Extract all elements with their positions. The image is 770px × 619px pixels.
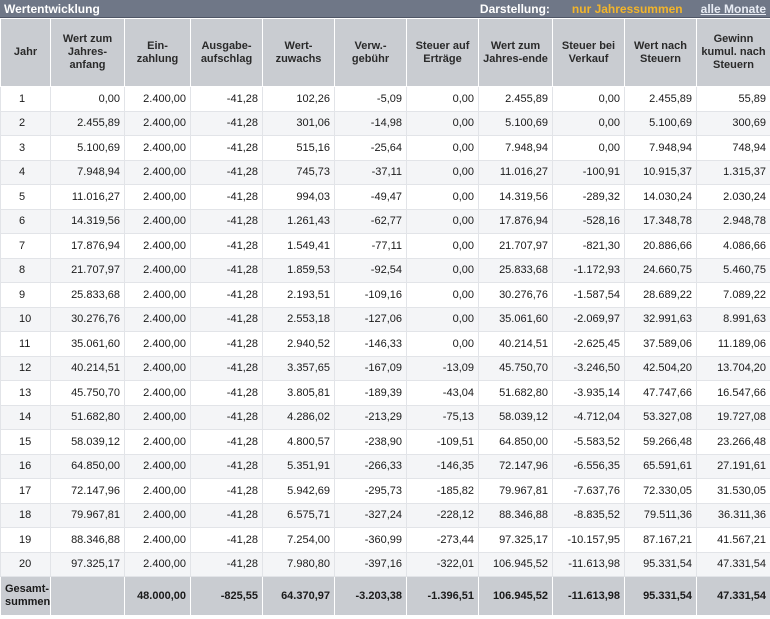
year-cell: 20: [1, 552, 51, 577]
value-cell: 87.167,21: [625, 528, 697, 553]
value-cell: -10.157,95: [553, 528, 625, 553]
value-cell: 5.942,69: [263, 479, 335, 504]
value-cell: 4.086,66: [697, 234, 770, 259]
value-cell: 7.254,00: [263, 528, 335, 553]
value-cell: 0,00: [407, 160, 479, 185]
value-cell: -41,28: [191, 503, 263, 528]
table-row: [1, 430, 770, 455]
value-cell: -127,06: [335, 307, 407, 332]
value-cell: 2.400,00: [125, 479, 191, 504]
value-cell: 2.455,89: [625, 87, 697, 112]
value-cell: 79.967,81: [51, 503, 125, 528]
column-header: Wert zum Jahres-ende: [479, 19, 553, 87]
value-cell: -228,12: [407, 503, 479, 528]
value-cell: 2.193,51: [263, 283, 335, 308]
value-cell: -41,28: [191, 258, 263, 283]
totals-row: [1, 577, 770, 616]
value-cell: 994,03: [263, 185, 335, 210]
year-cell: 10: [1, 307, 51, 332]
value-cell: -109,16: [335, 283, 407, 308]
value-cell: 11.016,27: [479, 160, 553, 185]
column-header: Wert-zuwachs: [263, 19, 335, 87]
column-header: Gewinn kumul. nach Steuern: [697, 19, 770, 87]
value-cell: -146,35: [407, 454, 479, 479]
value-cell: -77,11: [335, 234, 407, 259]
value-cell: 72.147,96: [51, 479, 125, 504]
value-cell: -92,54: [335, 258, 407, 283]
value-cell: 14.319,56: [51, 209, 125, 234]
total-value-cell: 64.370,97: [263, 577, 335, 616]
value-cell: -41,28: [191, 307, 263, 332]
table-row: [1, 381, 770, 406]
value-cell: -397,16: [335, 552, 407, 577]
table-row: [1, 258, 770, 283]
value-cell: 8.991,63: [697, 307, 770, 332]
value-cell: 0,00: [407, 234, 479, 259]
value-cell: 11.189,06: [697, 332, 770, 357]
value-cell: 2.400,00: [125, 258, 191, 283]
value-cell: 58.039,12: [479, 405, 553, 430]
value-cell: -8.835,52: [553, 503, 625, 528]
value-cell: -289,32: [553, 185, 625, 210]
value-cell: 95.331,54: [625, 552, 697, 577]
value-cell: -3.935,14: [553, 381, 625, 406]
value-cell: 20.886,66: [625, 234, 697, 259]
value-cell: 35.061,60: [51, 332, 125, 357]
value-cell: -213,29: [335, 405, 407, 430]
option-yearly-sums[interactable]: nur Jahressummen: [571, 1, 683, 16]
value-cell: 14.030,24: [625, 185, 697, 210]
value-cell: 2.400,00: [125, 234, 191, 259]
value-cell: 40.214,51: [51, 356, 125, 381]
value-cell: -41,28: [191, 381, 263, 406]
value-cell: 88.346,88: [51, 528, 125, 553]
column-header: Wert nach Steuern: [625, 19, 697, 87]
table-row: [1, 552, 770, 577]
value-cell: 2.455,89: [479, 87, 553, 112]
value-cell: 27.191,61: [697, 454, 770, 479]
value-cell: 79.511,36: [625, 503, 697, 528]
value-cell: -189,39: [335, 381, 407, 406]
table-row: [1, 479, 770, 504]
value-cell: 47.747,66: [625, 381, 697, 406]
value-cell: 0,00: [407, 283, 479, 308]
value-cell: 16.547,66: [697, 381, 770, 406]
value-cell: 300,69: [697, 111, 770, 136]
value-cell: 40.214,51: [479, 332, 553, 357]
value-cell: 7.980,80: [263, 552, 335, 577]
value-cell: 102,26: [263, 87, 335, 112]
value-cell: 0,00: [407, 307, 479, 332]
value-cell: 2.455,89: [51, 111, 125, 136]
value-cell: -167,09: [335, 356, 407, 381]
title-bar: [0, 0, 770, 18]
value-cell: 5.460,75: [697, 258, 770, 283]
table-row: [1, 185, 770, 210]
value-cell: 2.400,00: [125, 332, 191, 357]
total-value-cell: 95.331,54: [625, 577, 697, 616]
value-cell: -13,09: [407, 356, 479, 381]
option-all-months-link[interactable]: alle Monate: [700, 1, 766, 16]
value-cell: -1.587,54: [553, 283, 625, 308]
value-cell: 2.400,00: [125, 209, 191, 234]
value-cell: -7.637,76: [553, 479, 625, 504]
year-cell: 18: [1, 503, 51, 528]
value-cell: 13.704,20: [697, 356, 770, 381]
value-cell: 10.915,37: [625, 160, 697, 185]
total-value-cell: -11.613,98: [553, 577, 625, 616]
column-header: Verw.-gebühr: [335, 19, 407, 87]
table-row: [1, 405, 770, 430]
value-cell: 64.850,00: [51, 454, 125, 479]
table-row: [1, 111, 770, 136]
value-cell: 301,06: [263, 111, 335, 136]
value-cell: 2.400,00: [125, 430, 191, 455]
value-cell: 7.089,22: [697, 283, 770, 308]
year-cell: 19: [1, 528, 51, 553]
value-cell: 97.325,17: [479, 528, 553, 553]
value-cell: 64.850,00: [479, 430, 553, 455]
value-cell: 2.400,00: [125, 111, 191, 136]
value-cell: 25.833,68: [51, 283, 125, 308]
value-cell: 5.100,69: [479, 111, 553, 136]
value-cell: 2.948,78: [697, 209, 770, 234]
value-cell: -2.625,45: [553, 332, 625, 357]
value-cell: -100,91: [553, 160, 625, 185]
value-cell: 2.400,00: [125, 87, 191, 112]
value-cell: 17.876,94: [51, 234, 125, 259]
value-cell: 36.311,36: [697, 503, 770, 528]
value-cell: 47.331,54: [697, 552, 770, 577]
value-cell: 24.660,75: [625, 258, 697, 283]
table-row: [1, 307, 770, 332]
value-cell: 14.319,56: [479, 185, 553, 210]
value-cell: 45.750,70: [479, 356, 553, 381]
value-cell: 19.727,08: [697, 405, 770, 430]
value-cell: -41,28: [191, 479, 263, 504]
value-cell: -41,28: [191, 209, 263, 234]
year-cell: 17: [1, 479, 51, 504]
value-cell: -41,28: [191, 185, 263, 210]
total-value-cell: -1.396,51: [407, 577, 479, 616]
year-cell: 9: [1, 283, 51, 308]
value-cell: 21.707,97: [479, 234, 553, 259]
table-row: [1, 332, 770, 357]
table-row: [1, 234, 770, 259]
total-value-cell: -825,55: [191, 577, 263, 616]
value-cell: 0,00: [553, 136, 625, 161]
value-cell: 3.357,65: [263, 356, 335, 381]
column-header: Steuer auf Erträge: [407, 19, 479, 87]
value-cell: -41,28: [191, 356, 263, 381]
value-cell: 88.346,88: [479, 503, 553, 528]
value-cell: 2.400,00: [125, 503, 191, 528]
value-cell: 2.400,00: [125, 528, 191, 553]
value-cell: 2.030,24: [697, 185, 770, 210]
value-cell: -43,04: [407, 381, 479, 406]
value-cell: 51.682,80: [51, 405, 125, 430]
value-cell: 0,00: [407, 258, 479, 283]
value-cell: -41,28: [191, 87, 263, 112]
column-header: Jahr: [1, 19, 51, 87]
value-cell: -41,28: [191, 454, 263, 479]
table-row: [1, 160, 770, 185]
value-cell: -360,99: [335, 528, 407, 553]
year-cell: 12: [1, 356, 51, 381]
year-cell: 8: [1, 258, 51, 283]
value-cell: 2.400,00: [125, 405, 191, 430]
value-cell: 72.147,96: [479, 454, 553, 479]
value-cell: 0,00: [51, 87, 125, 112]
value-cell: -273,44: [407, 528, 479, 553]
value-cell: -14,98: [335, 111, 407, 136]
year-cell: 7: [1, 234, 51, 259]
value-cell: 5.351,91: [263, 454, 335, 479]
column-header: Wert zum Jahres-anfang: [51, 19, 125, 87]
table-row: [1, 136, 770, 161]
value-cell: -185,82: [407, 479, 479, 504]
value-cell: 2.400,00: [125, 552, 191, 577]
value-cell: 5.100,69: [625, 111, 697, 136]
value-cell: -266,33: [335, 454, 407, 479]
value-cell: 41.567,21: [697, 528, 770, 553]
value-cell: 1.549,41: [263, 234, 335, 259]
value-cell: 11.016,27: [51, 185, 125, 210]
value-cell: 4.286,02: [263, 405, 335, 430]
value-cell: -821,30: [553, 234, 625, 259]
value-cell: -322,01: [407, 552, 479, 577]
year-cell: 1: [1, 87, 51, 112]
value-cell: -327,24: [335, 503, 407, 528]
value-cell: 745,73: [263, 160, 335, 185]
value-cell: -2.069,97: [553, 307, 625, 332]
year-cell: 14: [1, 405, 51, 430]
value-cell: -25,64: [335, 136, 407, 161]
value-cell: -41,28: [191, 332, 263, 357]
value-cell: 30.276,76: [51, 307, 125, 332]
value-cell: 2.940,52: [263, 332, 335, 357]
display-options: [480, 2, 766, 16]
value-cell: 2.553,18: [263, 307, 335, 332]
value-cell: -5.583,52: [553, 430, 625, 455]
year-cell: 13: [1, 381, 51, 406]
year-cell: 5: [1, 185, 51, 210]
value-cell: 30.276,76: [479, 283, 553, 308]
value-cell: 45.750,70: [51, 381, 125, 406]
value-cell: -75,13: [407, 405, 479, 430]
value-cell: 7.948,94: [625, 136, 697, 161]
value-cell: 2.400,00: [125, 356, 191, 381]
value-cell: 0,00: [407, 111, 479, 136]
table-row: [1, 528, 770, 553]
panel-title: Wertentwicklung: [4, 1, 100, 16]
value-cell: -41,28: [191, 405, 263, 430]
total-value-cell: 47.331,54: [697, 577, 770, 616]
column-header: Ausgabe-aufschlag: [191, 19, 263, 87]
value-cell: 53.327,08: [625, 405, 697, 430]
value-cell: -62,77: [335, 209, 407, 234]
value-cell: 2.400,00: [125, 185, 191, 210]
value-cell: -5,09: [335, 87, 407, 112]
performance-table: [0, 18, 770, 616]
value-cell: 2.400,00: [125, 381, 191, 406]
year-cell: 4: [1, 160, 51, 185]
total-value-cell: -3.203,38: [335, 577, 407, 616]
value-cell: 35.061,60: [479, 307, 553, 332]
year-cell: 6: [1, 209, 51, 234]
value-cell: -41,28: [191, 234, 263, 259]
value-cell: 748,94: [697, 136, 770, 161]
value-cell: 1.315,37: [697, 160, 770, 185]
value-cell: 106.945,52: [479, 552, 553, 577]
value-cell: -41,28: [191, 430, 263, 455]
value-cell: 5.100,69: [51, 136, 125, 161]
value-cell: -528,16: [553, 209, 625, 234]
value-cell: 3.805,81: [263, 381, 335, 406]
value-cell: 0,00: [407, 185, 479, 210]
value-cell: -11.613,98: [553, 552, 625, 577]
value-cell: 79.967,81: [479, 479, 553, 504]
value-cell: 21.707,97: [51, 258, 125, 283]
table-row: [1, 503, 770, 528]
value-cell: 0,00: [407, 209, 479, 234]
value-cell: 0,00: [407, 332, 479, 357]
value-cell: 515,16: [263, 136, 335, 161]
value-cell: 25.833,68: [479, 258, 553, 283]
value-cell: -41,28: [191, 160, 263, 185]
value-cell: 17.876,94: [479, 209, 553, 234]
value-cell: 37.589,06: [625, 332, 697, 357]
value-cell: 42.504,20: [625, 356, 697, 381]
value-cell: 31.530,05: [697, 479, 770, 504]
value-cell: 0,00: [553, 111, 625, 136]
value-cell: -41,28: [191, 111, 263, 136]
value-cell: 2.400,00: [125, 283, 191, 308]
value-cell: 32.991,63: [625, 307, 697, 332]
total-value-cell: 106.945,52: [479, 577, 553, 616]
table-row: [1, 209, 770, 234]
value-cell: 58.039,12: [51, 430, 125, 455]
table-row: [1, 283, 770, 308]
table-body: [1, 87, 770, 616]
value-cell: -37,11: [335, 160, 407, 185]
value-cell: 0,00: [407, 87, 479, 112]
value-cell: 97.325,17: [51, 552, 125, 577]
value-cell: 6.575,71: [263, 503, 335, 528]
value-cell: -146,33: [335, 332, 407, 357]
total-value-cell: [51, 577, 125, 616]
value-cell: 7.948,94: [51, 160, 125, 185]
value-cell: 2.400,00: [125, 160, 191, 185]
column-header: Steuer bei Verkauf: [553, 19, 625, 87]
value-cell: -3.246,50: [553, 356, 625, 381]
value-cell: -109,51: [407, 430, 479, 455]
table-row: [1, 356, 770, 381]
value-cell: 51.682,80: [479, 381, 553, 406]
value-cell: -4.712,04: [553, 405, 625, 430]
total-value-cell: 48.000,00: [125, 577, 191, 616]
value-cell: -41,28: [191, 283, 263, 308]
value-cell: -6.556,35: [553, 454, 625, 479]
value-cell: 2.400,00: [125, 307, 191, 332]
year-cell: 2: [1, 111, 51, 136]
value-cell: 72.330,05: [625, 479, 697, 504]
value-cell: 0,00: [407, 136, 479, 161]
value-cell: 2.400,00: [125, 454, 191, 479]
value-cell: 17.348,78: [625, 209, 697, 234]
value-cell: 4.800,57: [263, 430, 335, 455]
value-cell: -49,47: [335, 185, 407, 210]
value-cell: -41,28: [191, 552, 263, 577]
year-cell: 15: [1, 430, 51, 455]
value-cell: -238,90: [335, 430, 407, 455]
totals-label: Gesamt-summen: [1, 577, 51, 616]
value-cell: 23.266,48: [697, 430, 770, 455]
value-cell: 7.948,94: [479, 136, 553, 161]
value-cell: 55,89: [697, 87, 770, 112]
display-label: Darstellung:: [479, 1, 550, 16]
value-cell: 1.859,53: [263, 258, 335, 283]
value-cell: 65.591,61: [625, 454, 697, 479]
value-cell: 1.261,43: [263, 209, 335, 234]
value-cell: -41,28: [191, 136, 263, 161]
value-cell: -41,28: [191, 528, 263, 553]
value-cell: 0,00: [553, 87, 625, 112]
year-cell: 11: [1, 332, 51, 357]
column-header: Ein-zahlung: [125, 19, 191, 87]
table-header-row: [1, 19, 770, 87]
value-cell: 2.400,00: [125, 136, 191, 161]
table-row: [1, 87, 770, 112]
year-cell: 3: [1, 136, 51, 161]
value-cell: -295,73: [335, 479, 407, 504]
value-cell: 28.689,22: [625, 283, 697, 308]
value-cell: -1.172,93: [553, 258, 625, 283]
value-cell: 59.266,48: [625, 430, 697, 455]
table-row: [1, 454, 770, 479]
year-cell: 16: [1, 454, 51, 479]
